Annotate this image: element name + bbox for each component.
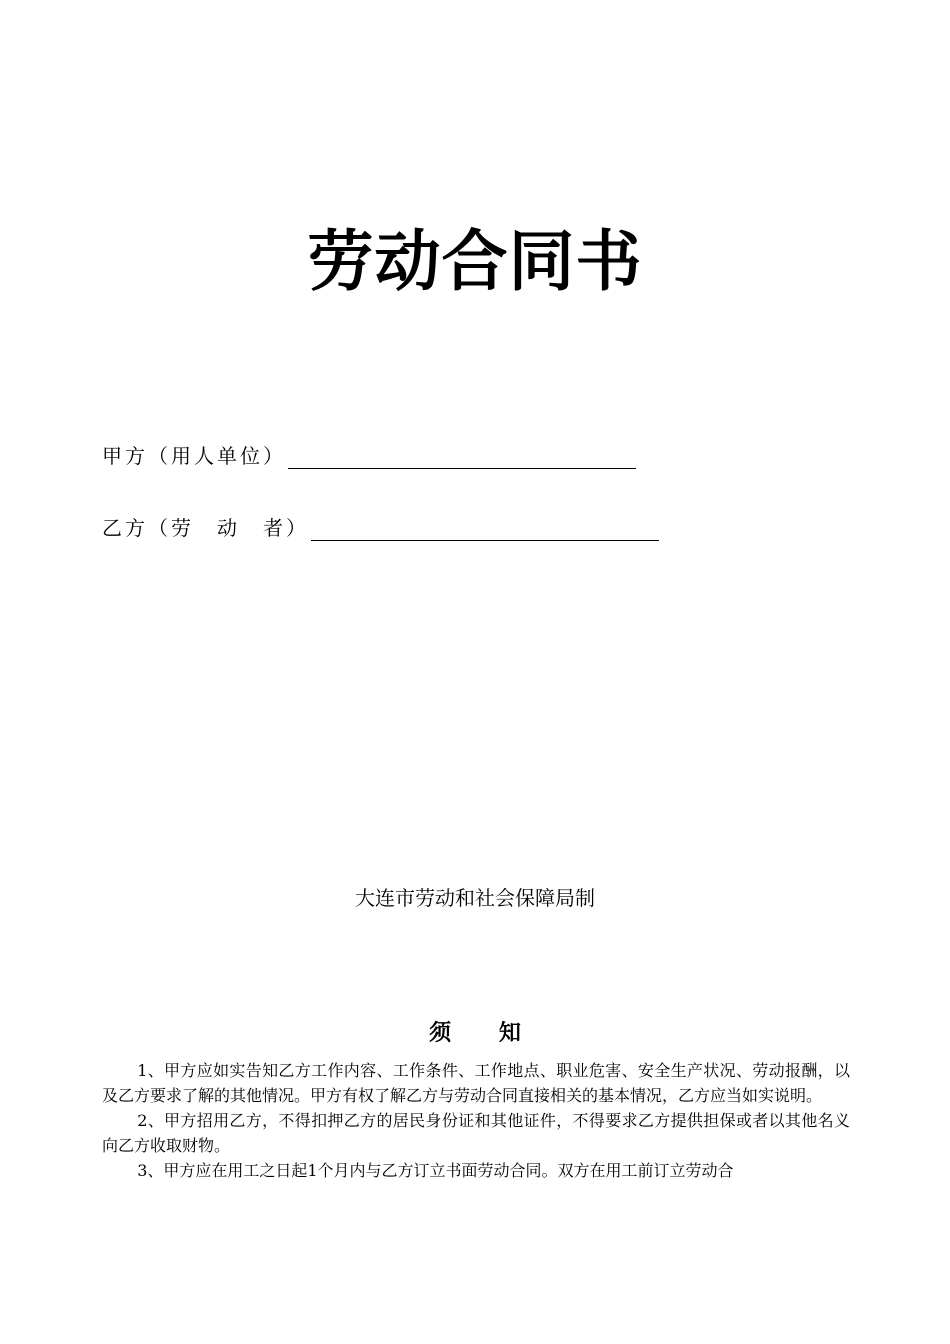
notice-body	[102, 1058, 850, 1183]
notice-item: 3、甲方应在用工之日起1个月内与乙方订立书面劳动合同。双方在用工前订立劳动合	[137, 1161, 734, 1180]
notice-item: 1、甲方应如实告知乙方工作内容、工作条件、工作地点、职业危害、安全生产状况、劳动报酬，以及乙方要求了解的其他情况。甲方有权了解乙方与劳动合同直接相关的基本情况，乙方应当如实说明。	[102, 1061, 850, 1105]
party-a-row	[102, 440, 636, 470]
notice-heading: 须 知	[429, 1020, 521, 1046]
party-b-label: 乙方（劳 动 者）	[102, 516, 309, 540]
notice-item: 2、甲方招用乙方，不得扣押乙方的居民身份证和其他证件，不得要求乙方提供担保或者以其他名义向乙方收取财物。	[102, 1111, 850, 1155]
party-a-label: 甲方（用人单位）	[102, 444, 286, 468]
issuer-line: 大连市劳动和社会保障局制	[355, 886, 595, 910]
party-b-row	[102, 512, 659, 542]
page-title: 劳动合同书	[307, 223, 643, 300]
party-a-blank-line	[288, 468, 636, 469]
party-b-blank-line	[311, 540, 659, 541]
